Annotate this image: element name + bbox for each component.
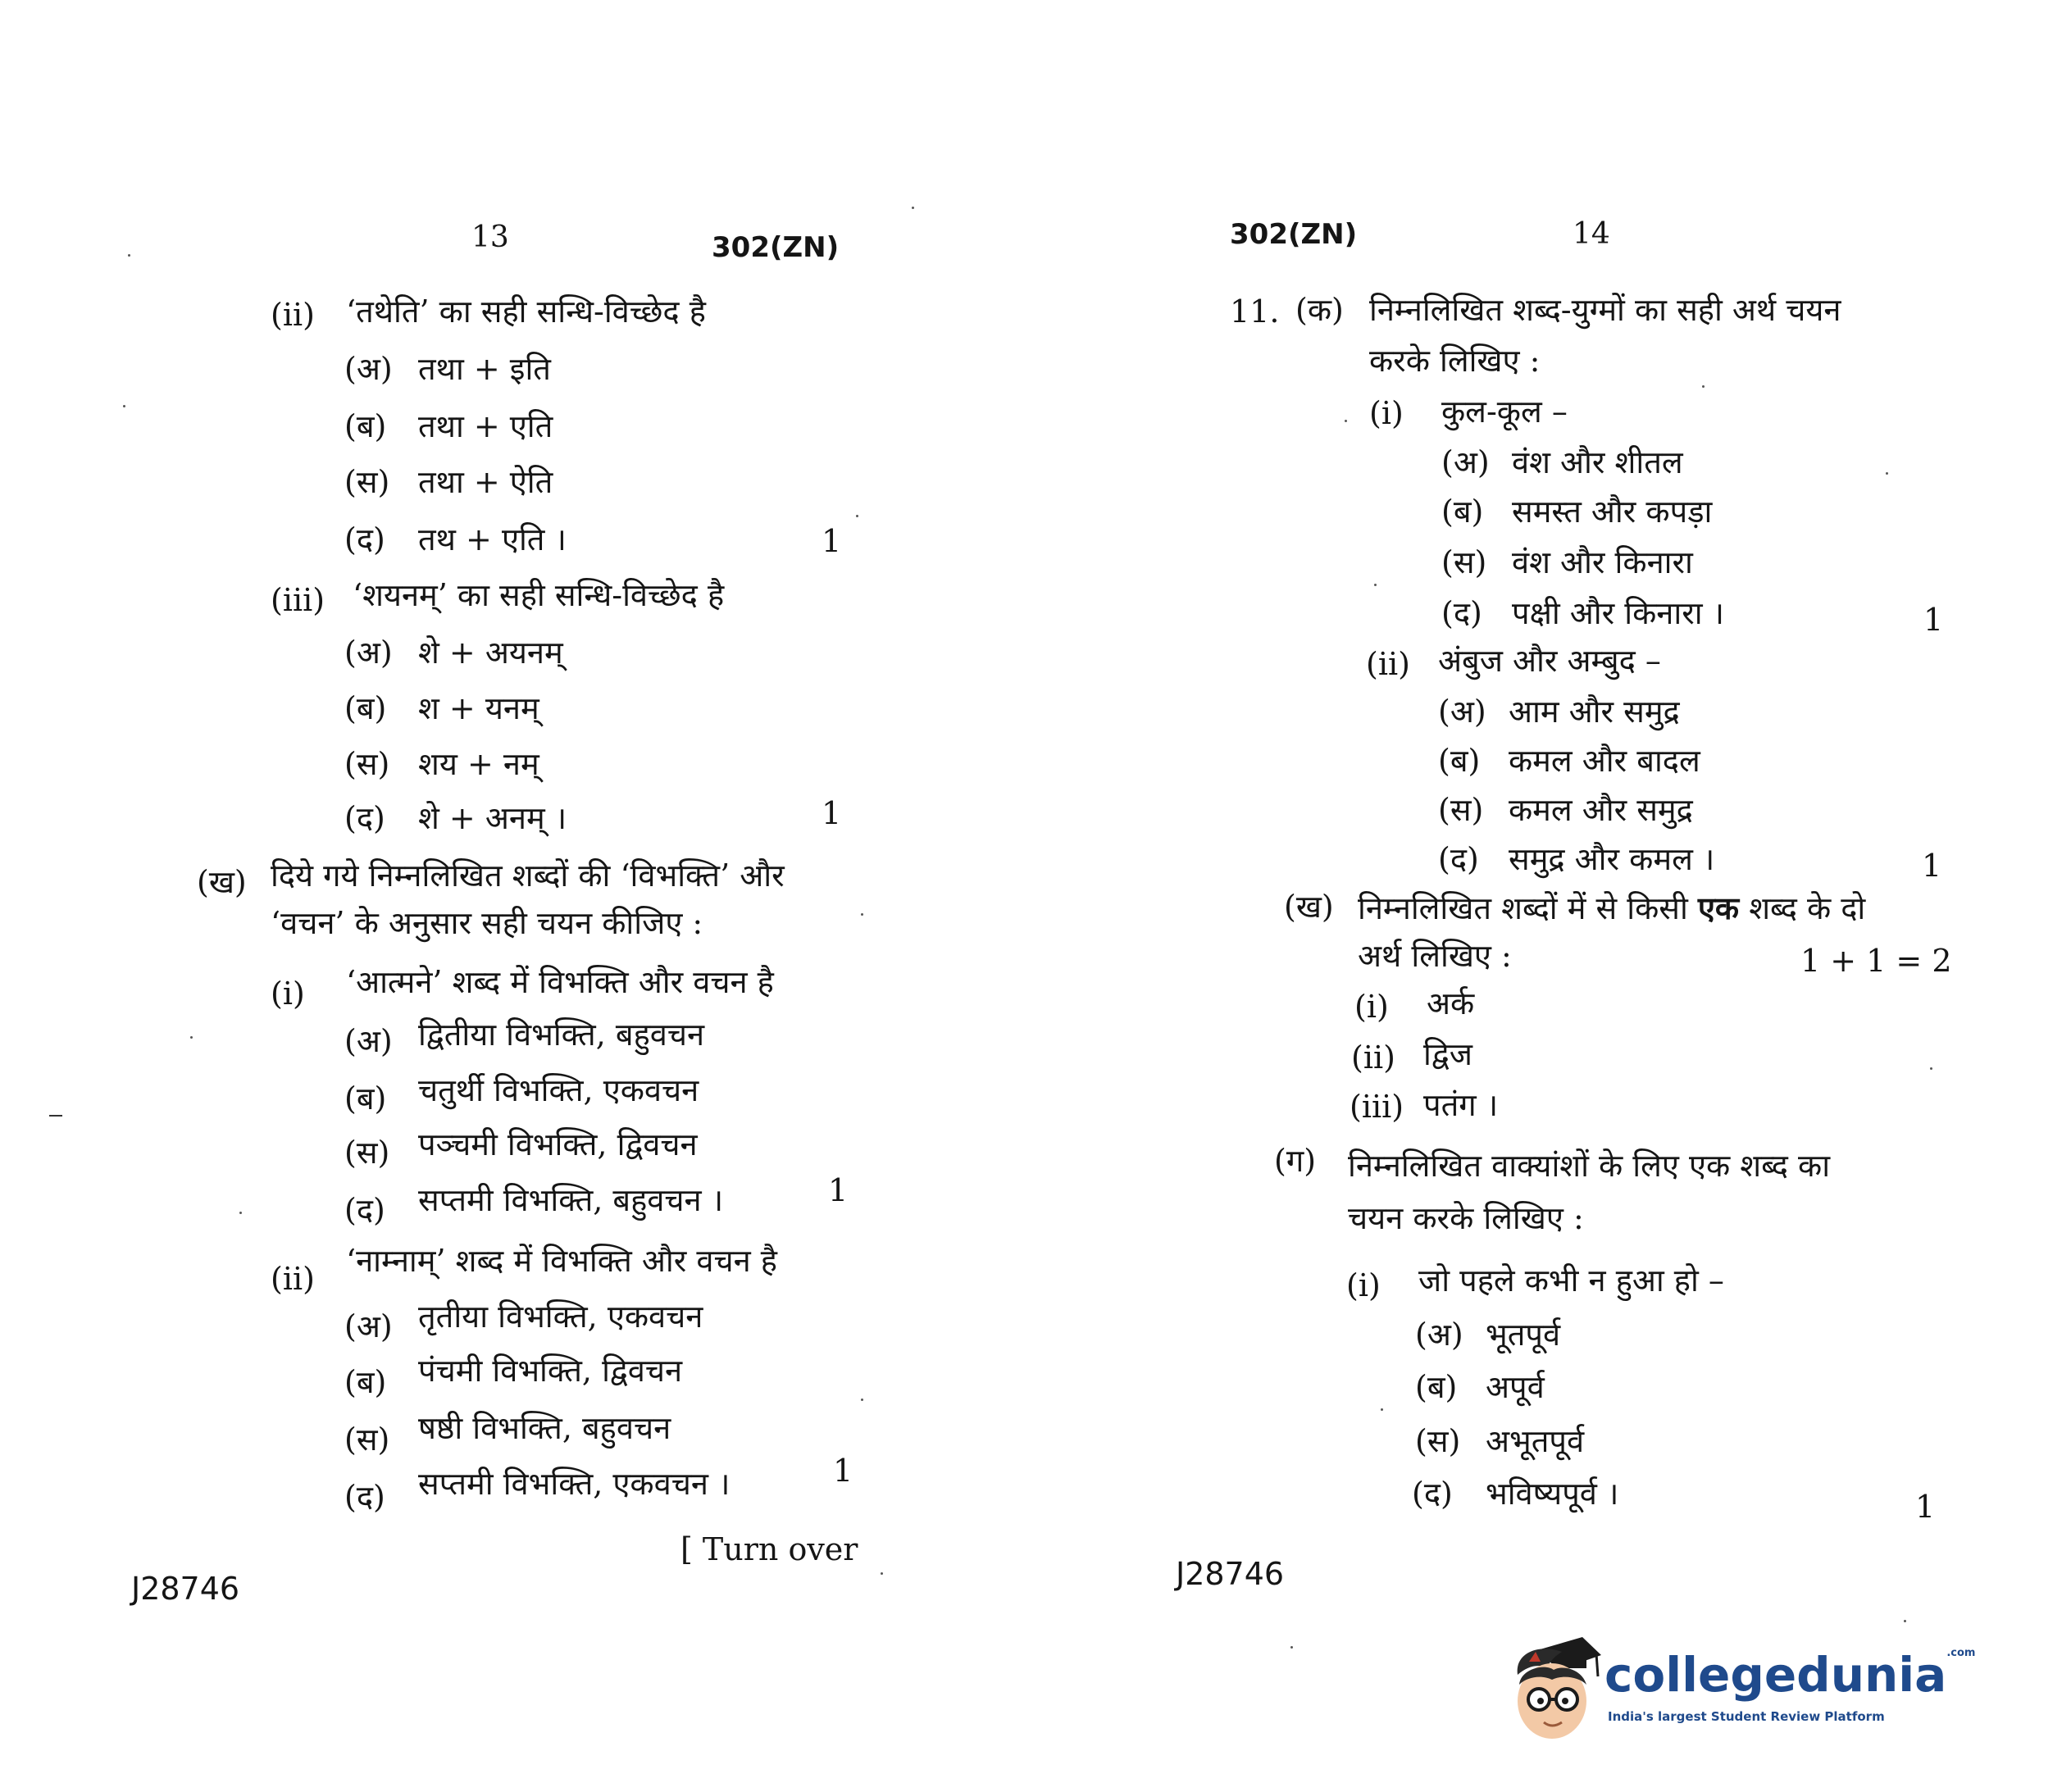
section-text: अर्थ लिखिए :	[1358, 938, 1512, 974]
question-label: (i)	[271, 976, 305, 1012]
option-label: (स)	[1415, 1423, 1461, 1459]
option-label: (द)	[344, 1479, 385, 1515]
logo-tagline: India's largest Student Review Platform	[1608, 1709, 1885, 1724]
option-label: (ब)	[344, 408, 387, 444]
section-text	[1358, 890, 1865, 926]
option-text: चतुर्थी विभक्ति, एकवचन	[418, 1072, 699, 1108]
marks: 1	[1915, 1489, 1936, 1525]
option-text: सप्तमी विभक्ति, बहुवचन ।	[418, 1182, 724, 1218]
question-label: (i)	[1369, 395, 1404, 431]
question-number: 11.	[1230, 293, 1280, 330]
section-label: (ग)	[1274, 1143, 1317, 1179]
option-text: अभूतपूर्व	[1486, 1423, 1585, 1459]
item-label: (i)	[1354, 989, 1389, 1025]
marks: 1	[1922, 848, 1942, 884]
marks: 1	[822, 523, 842, 559]
option-text: वंश और किनारा	[1512, 544, 1693, 580]
footer-code: J28746	[1176, 1556, 1285, 1592]
option-text: पक्षी और किनारा ।	[1512, 595, 1725, 631]
question-text: ‘तथेति’ का सही सन्धि-विच्छेद है	[346, 293, 706, 330]
question-text: अंबुज और अम्बुद –	[1438, 643, 1661, 679]
section-text: ‘वचन’ के अनुसार सही चयन कीजिए :	[271, 905, 703, 941]
option-text: तृतीया विभक्ति, एकवचन	[418, 1299, 703, 1335]
option-label: (द)	[1412, 1476, 1453, 1512]
option-text: तथा + एति	[418, 408, 553, 444]
option-label: (ब)	[1415, 1369, 1458, 1405]
logo-name: collegedunia$^{.com}$	[1604, 1647, 1976, 1703]
marks: 1	[833, 1453, 853, 1489]
option-label: (अ)	[344, 1023, 393, 1059]
option-label: (स)	[344, 1421, 390, 1458]
option-label: (अ)	[1415, 1317, 1463, 1353]
item-label: (iii)	[1350, 1089, 1404, 1125]
section-label: (ख)	[197, 864, 247, 900]
emphasis-text: एक	[1697, 890, 1740, 926]
item-text: अर्क	[1427, 985, 1475, 1021]
option-text: समुद्र और कमल ।	[1509, 841, 1715, 877]
question-text: ‘शयनम्’ का सही सन्धि-विच्छेद है	[353, 577, 725, 613]
section-text-part: निम्नलिखित शब्दों में से किसी	[1358, 890, 1688, 926]
option-text: आम और समुद्र	[1509, 694, 1680, 730]
right-paper-code: 302(ZN)	[1230, 218, 1358, 251]
option-text: वंश और शीतल	[1512, 444, 1683, 480]
option-label: (ब)	[344, 1080, 387, 1117]
option-label: (स)	[344, 464, 390, 500]
option-label: (ब)	[344, 690, 387, 726]
question-label: (ii)	[1366, 646, 1410, 682]
section-text: करके लिखिए :	[1369, 343, 1541, 379]
right-page-number: 14	[1573, 217, 1610, 251]
option-text: तथ + एति ।	[418, 521, 567, 557]
student-mascot-icon	[1504, 1627, 1603, 1742]
option-text: समस्त और कपड़ा	[1512, 493, 1713, 530]
option-label: (द)	[344, 1192, 385, 1228]
option-label: (अ)	[344, 351, 393, 387]
question-label: (ii)	[271, 297, 315, 333]
option-text: सप्तमी विभक्ति, एकवचन ।	[418, 1466, 731, 1502]
turn-over-note: [ Turn over	[680, 1531, 858, 1567]
option-label: (द)	[1441, 595, 1482, 631]
option-text: षष्ठी विभक्ति, बहुवचन	[418, 1410, 671, 1446]
option-label: (ब)	[1441, 493, 1484, 530]
item-text: पतंग ।	[1423, 1087, 1499, 1123]
option-label: (द)	[344, 521, 385, 557]
question-label: (ii)	[271, 1261, 315, 1297]
marks: 1	[828, 1172, 849, 1208]
option-text: तथा + ऐति	[418, 464, 553, 500]
option-label: (अ)	[1441, 444, 1490, 480]
option-label: (स)	[344, 746, 390, 782]
option-label: (स)	[344, 1135, 390, 1171]
option-label: (द)	[1438, 841, 1479, 877]
option-label: (अ)	[1438, 694, 1486, 730]
question-text: ‘नाम्नाम्’ शब्द में विभक्ति और वचन है	[346, 1243, 777, 1279]
option-label: (ब)	[1438, 743, 1481, 779]
option-label: (स)	[1441, 544, 1487, 580]
option-text: द्वितीया विभक्ति, बहुवचन	[418, 1017, 705, 1053]
question-text: ‘आत्मने’ शब्द में विभक्ति और वचन है	[346, 964, 774, 1000]
section-label: (ख)	[1284, 889, 1334, 925]
option-text: पञ्चमी विभक्ति, द्विवचन	[418, 1126, 698, 1162]
option-text: शे + अनम् ।	[418, 800, 567, 836]
left-page-number: 13	[471, 221, 509, 254]
option-text: श + यनम्	[418, 690, 539, 726]
option-text: कमल और समुद्र	[1509, 792, 1693, 828]
option-text: शे + अयनम्	[418, 634, 563, 671]
footer-code: J28746	[131, 1571, 240, 1607]
question-text: कुल-कूल –	[1441, 393, 1568, 430]
section-label: (क)	[1295, 292, 1344, 328]
option-label: (ब)	[344, 1364, 387, 1400]
item-text: द्विज	[1423, 1036, 1472, 1072]
question-label: (i)	[1346, 1267, 1381, 1303]
option-text: भूतपूर्व	[1486, 1317, 1561, 1353]
option-label: (द)	[344, 800, 385, 836]
option-text: शय + नम्	[418, 746, 539, 782]
option-text: पंचमी विभक्ति, द्विवचन	[418, 1353, 683, 1389]
option-text: अपूर्व	[1486, 1369, 1545, 1405]
option-text: कमल और बादल	[1509, 743, 1700, 779]
section-text: निम्नलिखित वाक्यांशों के लिए एक शब्द का	[1348, 1148, 1831, 1184]
option-label: (अ)	[344, 634, 393, 671]
question-text: जो पहले कभी न हुआ हो –	[1418, 1262, 1724, 1299]
option-text: भविष्यपूर्व ।	[1486, 1476, 1619, 1512]
marks: 1 + 1 = 2	[1800, 943, 1952, 979]
marks: 1	[1923, 602, 1944, 638]
left-paper-code: 302(ZN)	[712, 231, 840, 264]
option-text: तथा + इति	[418, 351, 551, 387]
item-label: (ii)	[1351, 1039, 1395, 1076]
marks: 1	[822, 795, 842, 831]
section-text: दिये गये निम्नलिखित शब्दों की ‘विभक्ति’ और	[271, 857, 785, 894]
section-text: निम्नलिखित शब्द-युग्मों का सही अर्थ चयन	[1369, 292, 1841, 328]
question-label: (iii)	[271, 582, 325, 618]
collegedunia-logo[interactable]	[1504, 1627, 1976, 1742]
section-text-part: शब्द के दो	[1749, 890, 1866, 926]
section-text: चयन करके लिखिए :	[1348, 1200, 1584, 1236]
option-label: (स)	[1438, 792, 1484, 828]
option-label: (अ)	[344, 1308, 393, 1344]
